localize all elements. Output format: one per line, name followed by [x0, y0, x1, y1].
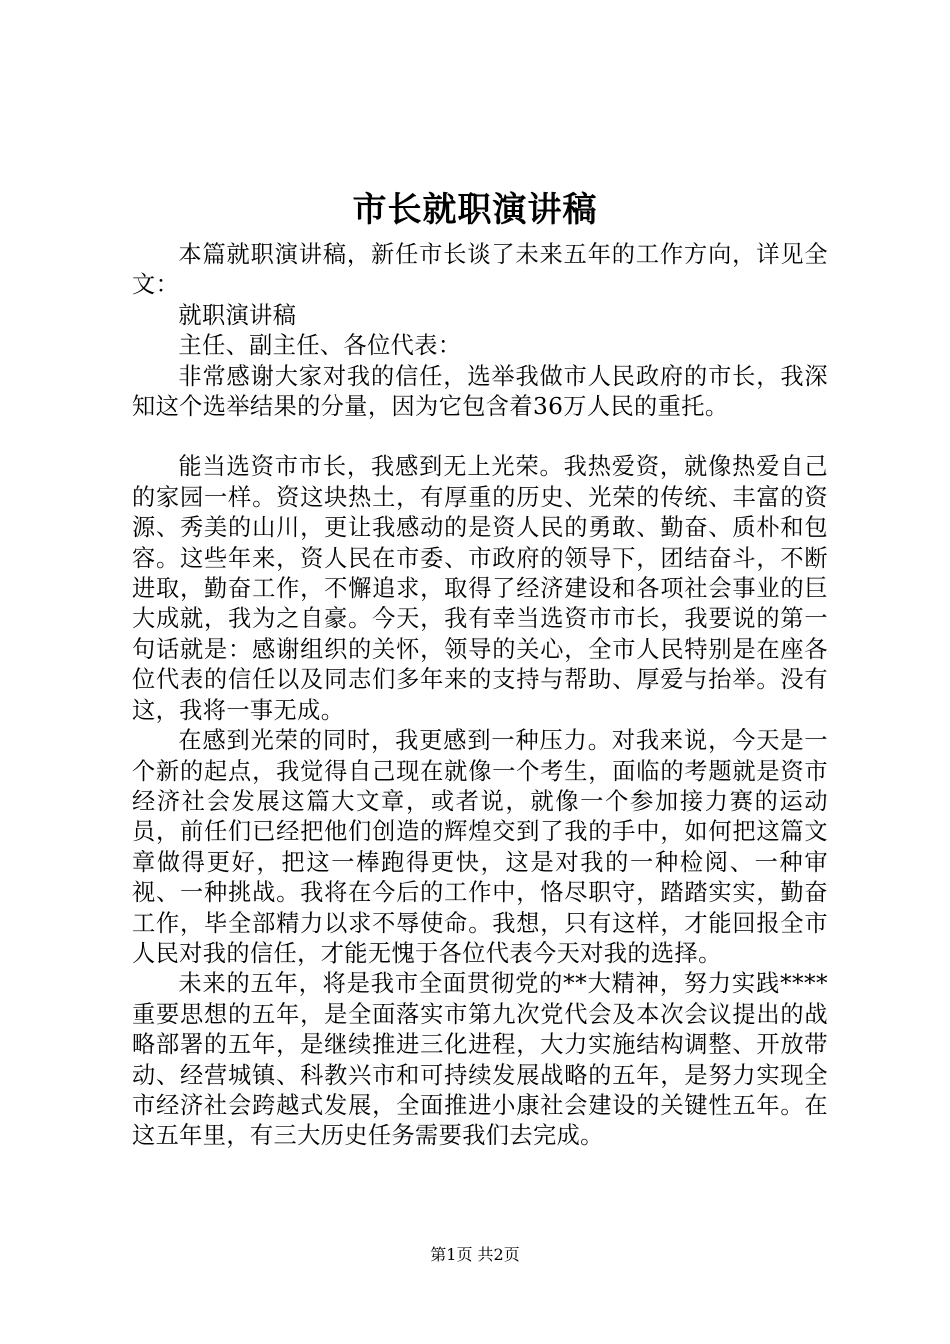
paragraph-five-years: 未来的五年，将是我市全面贯彻党的**大精神，努力实践****重要思想的五年，是全面落实市第九次党代会及本次会议提出的战略部署的五年，是继续推进三化进程，大力实施结构调整、开放带动、经营城镇、科教兴市和可持续发展战略的五年，是努力实现全市经济社会跨越式发展，全面推进小康社会建设的关键性五年。在这五年里，有三大历史任务需要我们去完成。 [132, 970, 828, 1150]
document-body [132, 240, 828, 1152]
paragraph-salutation: 主任、副主任、各位代表： [178, 332, 462, 360]
paragraph-intro: 本篇就职演讲稿，新任市长谈了未来五年的工作方向，详见全文： [132, 241, 828, 299]
page-footer: 第1页 共2页 [430, 1245, 520, 1264]
paragraph-thanks: 非常感谢大家对我的信任，选举我做市人民政府的市长，我深知这个选举结果的分量，因为它包含着36万人民的重托。 [132, 362, 828, 421]
paragraph-pressure: 在感到光荣的同时，我更感到一种压力。对我来说，今天是一个新的起点，我觉得自己现在就像一个考生，面临的考题就是资市经济社会发展这篇大文章，或者说，就像一个参加接力赛的运动员，前任们已经把他们创造的辉煌交到了我的手中，如何把这篇文章做得更好，把这一棒跑得更快，这是对我的一种检阅、一种审视、一种挑战。我将在今后的工作中，恪尽职守，踏踏实实，勤奋工作，毕全部精力以求不辱使命。我想，只有这样，才能回报全市人民对我的信任，才能无愧于各位代表今天对我的选择。 [132, 727, 828, 967]
document-title: 市长就职演讲稿 [352, 190, 598, 230]
paragraph-heading: 就职演讲稿 [178, 301, 297, 329]
paragraph-honor: 能当选资市市长，我感到无上光荣。我热爱资，就像热爱自己的家园一样。资这块热土，有厚重的历史、光荣的传统、丰富的资源、秀美的山川，更让我感动的是资人民的勇敢、勤奋、质朴和包容。这些年来，资人民在市委、市政府的领导下，团结奋斗，不断进取，勤奋工作，不懈追求，取得了经济建设和各项社会事业的巨大成就，我为之自豪。今天，我有幸当选资市市长，我要说的第一句话就是：感谢组织的关怀，领导的关心，全市人民特别是在座各位代表的信任以及同志们多年来的支持与帮助、厚爱与抬举。没有这，我将一事无成。 [132, 453, 828, 724]
